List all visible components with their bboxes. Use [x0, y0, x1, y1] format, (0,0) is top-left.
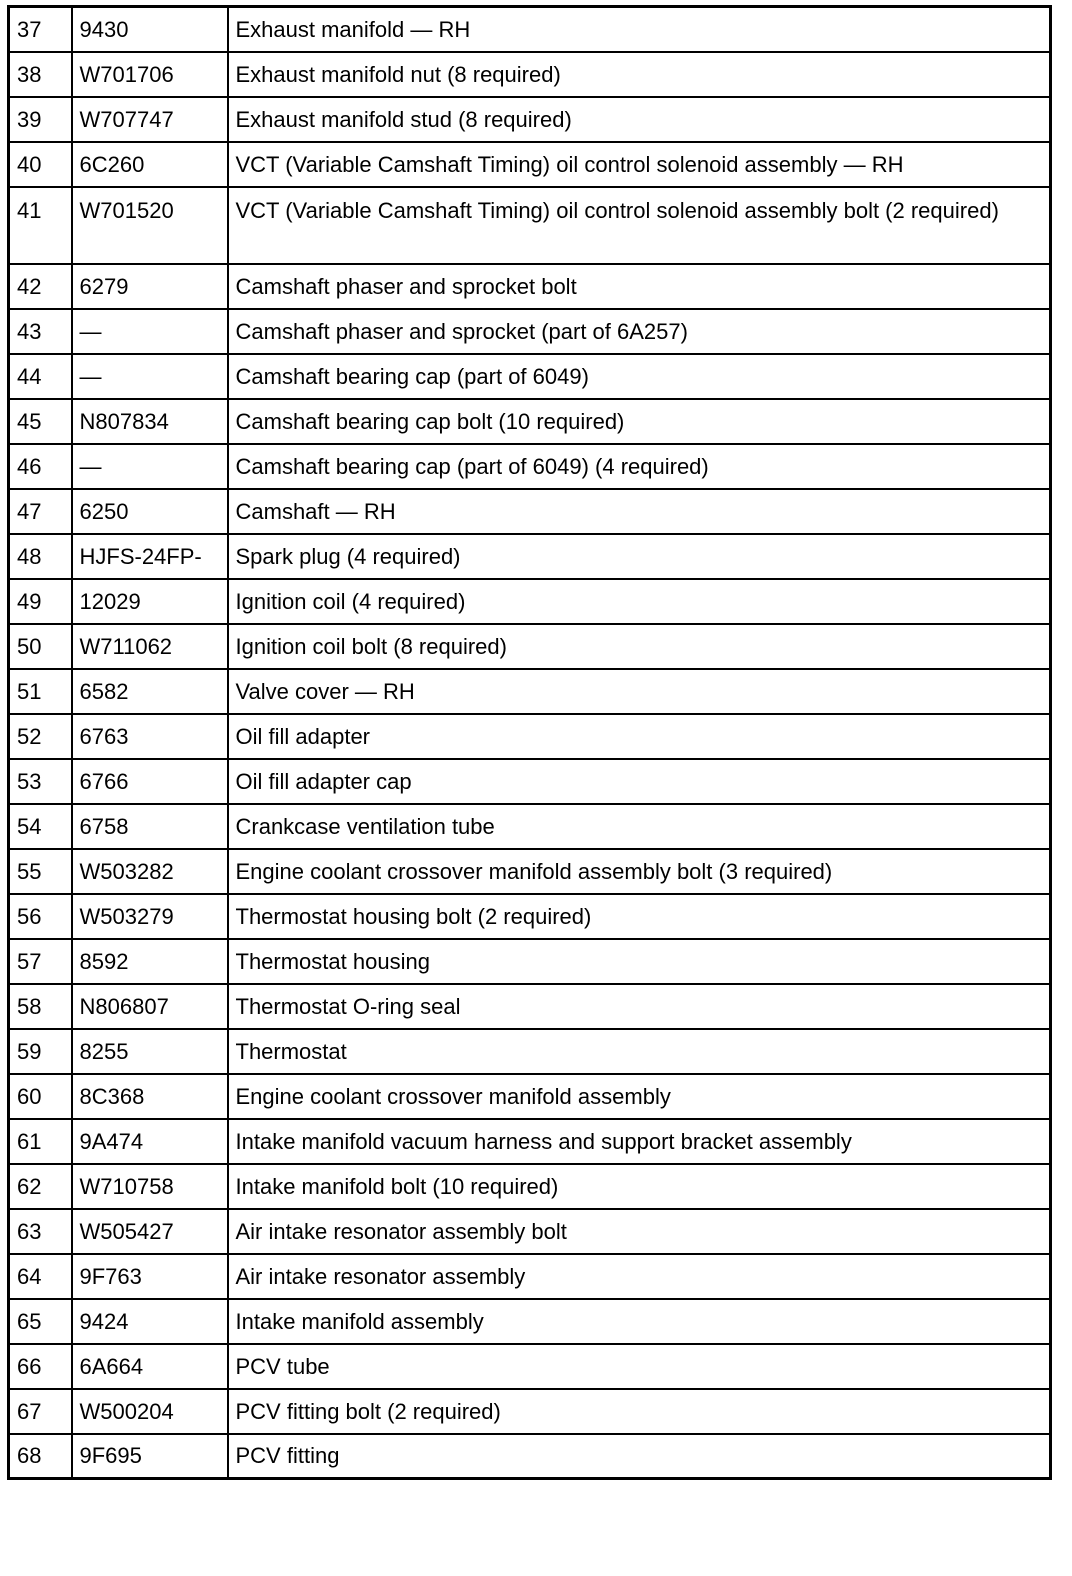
table-row	[9, 489, 1051, 534]
item-number-cell: 63	[9, 1209, 72, 1254]
table-row	[9, 714, 1051, 759]
part-number-cell: 6582	[72, 669, 228, 714]
description-cell: Valve cover — RH	[228, 669, 1051, 714]
item-number-cell: 62	[9, 1164, 72, 1209]
description-cell: PCV fitting bolt (2 required)	[228, 1389, 1051, 1434]
part-number-cell: 8255	[72, 1029, 228, 1074]
item-number-cell: 57	[9, 939, 72, 984]
description-cell: Oil fill adapter cap	[228, 759, 1051, 804]
description-cell: Intake manifold vacuum harness and support bracket assembly	[228, 1119, 1051, 1164]
table-row	[9, 1209, 1051, 1254]
description-cell: Camshaft bearing cap (part of 6049) (4 required)	[228, 444, 1051, 489]
table-row	[9, 1344, 1051, 1389]
item-number-cell: 59	[9, 1029, 72, 1074]
table-row	[9, 669, 1051, 714]
part-number-cell: 6C260	[72, 142, 228, 187]
description-cell: Exhaust manifold — RH	[228, 7, 1051, 52]
table-row	[9, 187, 1051, 264]
part-number-cell: 6279	[72, 264, 228, 309]
part-number-cell: 9F763	[72, 1254, 228, 1299]
description-cell: Exhaust manifold stud (8 required)	[228, 97, 1051, 142]
description-cell: Ignition coil (4 required)	[228, 579, 1051, 624]
part-number-cell: W505427	[72, 1209, 228, 1254]
description-cell: Camshaft phaser and sprocket bolt	[228, 264, 1051, 309]
part-number-cell: —	[72, 444, 228, 489]
part-number-cell: 9424	[72, 1299, 228, 1344]
table-row	[9, 849, 1051, 894]
description-cell: Intake manifold assembly	[228, 1299, 1051, 1344]
item-number-cell: 42	[9, 264, 72, 309]
description-cell: Engine coolant crossover manifold assembly	[228, 1074, 1051, 1119]
table-row	[9, 444, 1051, 489]
table-row	[9, 804, 1051, 849]
item-number-cell: 48	[9, 534, 72, 579]
description-cell: Exhaust manifold nut (8 required)	[228, 52, 1051, 97]
part-number-cell: N807834	[72, 399, 228, 444]
table-row	[9, 309, 1051, 354]
table-row	[9, 1254, 1051, 1299]
description-cell: Spark plug (4 required)	[228, 534, 1051, 579]
item-number-cell: 46	[9, 444, 72, 489]
description-cell: Thermostat O-ring seal	[228, 984, 1051, 1029]
item-number-cell: 51	[9, 669, 72, 714]
item-number-cell: 45	[9, 399, 72, 444]
item-number-cell: 58	[9, 984, 72, 1029]
item-number-cell: 56	[9, 894, 72, 939]
table-row	[9, 939, 1051, 984]
description-cell: Oil fill adapter	[228, 714, 1051, 759]
table-row	[9, 1119, 1051, 1164]
part-number-cell: 6758	[72, 804, 228, 849]
description-cell: Air intake resonator assembly bolt	[228, 1209, 1051, 1254]
table-row	[9, 97, 1051, 142]
parts-table-body	[9, 7, 1051, 1479]
table-row	[9, 534, 1051, 579]
description-cell: VCT (Variable Camshaft Timing) oil control solenoid assembly — RH	[228, 142, 1051, 187]
part-number-cell: W701520	[72, 187, 228, 264]
table-row	[9, 142, 1051, 187]
item-number-cell: 38	[9, 52, 72, 97]
item-number-cell: 43	[9, 309, 72, 354]
table-row	[9, 1029, 1051, 1074]
description-cell: PCV tube	[228, 1344, 1051, 1389]
item-number-cell: 39	[9, 97, 72, 142]
item-number-cell: 37	[9, 7, 72, 52]
item-number-cell: 40	[9, 142, 72, 187]
part-number-cell: 6250	[72, 489, 228, 534]
description-cell: Engine coolant crossover manifold assembly bolt (3 required)	[228, 849, 1051, 894]
part-number-cell: 9A474	[72, 1119, 228, 1164]
table-row	[9, 579, 1051, 624]
item-number-cell: 44	[9, 354, 72, 399]
description-cell: Camshaft — RH	[228, 489, 1051, 534]
description-cell: Camshaft bearing cap bolt (10 required)	[228, 399, 1051, 444]
table-row	[9, 399, 1051, 444]
parts-table	[7, 5, 1052, 1480]
description-cell: Air intake resonator assembly	[228, 1254, 1051, 1299]
description-cell: PCV fitting	[228, 1434, 1051, 1479]
item-number-cell: 61	[9, 1119, 72, 1164]
table-row	[9, 1299, 1051, 1344]
item-number-cell: 41	[9, 187, 72, 264]
part-number-cell: W503279	[72, 894, 228, 939]
part-number-cell: W701706	[72, 52, 228, 97]
table-row	[9, 1434, 1051, 1479]
item-number-cell: 64	[9, 1254, 72, 1299]
item-number-cell: 68	[9, 1434, 72, 1479]
part-number-cell: 6766	[72, 759, 228, 804]
part-number-cell: W711062	[72, 624, 228, 669]
description-cell: Thermostat housing	[228, 939, 1051, 984]
description-cell: Intake manifold bolt (10 required)	[228, 1164, 1051, 1209]
table-row	[9, 52, 1051, 97]
table-row	[9, 264, 1051, 309]
table-row	[9, 7, 1051, 52]
table-row	[9, 894, 1051, 939]
table-row	[9, 354, 1051, 399]
item-number-cell: 47	[9, 489, 72, 534]
table-row	[9, 759, 1051, 804]
part-number-cell: 6763	[72, 714, 228, 759]
table-row	[9, 624, 1051, 669]
part-number-cell: 9F695	[72, 1434, 228, 1479]
table-row	[9, 1164, 1051, 1209]
item-number-cell: 50	[9, 624, 72, 669]
table-row	[9, 1389, 1051, 1434]
part-number-cell: —	[72, 309, 228, 354]
item-number-cell: 66	[9, 1344, 72, 1389]
part-number-cell: W710758	[72, 1164, 228, 1209]
part-number-cell: N806807	[72, 984, 228, 1029]
item-number-cell: 49	[9, 579, 72, 624]
item-number-cell: 60	[9, 1074, 72, 1119]
item-number-cell: 55	[9, 849, 72, 894]
item-number-cell: 67	[9, 1389, 72, 1434]
part-number-cell: W707747	[72, 97, 228, 142]
part-number-cell: 8C368	[72, 1074, 228, 1119]
description-cell: Thermostat	[228, 1029, 1051, 1074]
item-number-cell: 65	[9, 1299, 72, 1344]
part-number-cell: 9430	[72, 7, 228, 52]
part-number-cell: —	[72, 354, 228, 399]
part-number-cell: W500204	[72, 1389, 228, 1434]
table-row	[9, 1074, 1051, 1119]
item-number-cell: 52	[9, 714, 72, 759]
part-number-cell: 8592	[72, 939, 228, 984]
item-number-cell: 54	[9, 804, 72, 849]
part-number-cell: 6A664	[72, 1344, 228, 1389]
description-cell: Camshaft bearing cap (part of 6049)	[228, 354, 1051, 399]
description-cell: Crankcase ventilation tube	[228, 804, 1051, 849]
table-row	[9, 984, 1051, 1029]
description-cell: Ignition coil bolt (8 required)	[228, 624, 1051, 669]
part-number-cell: HJFS-24FP-	[72, 534, 228, 579]
part-number-cell: W503282	[72, 849, 228, 894]
part-number-cell: 12029	[72, 579, 228, 624]
item-number-cell: 53	[9, 759, 72, 804]
description-cell: VCT (Variable Camshaft Timing) oil control solenoid assembly bolt (2 required)	[228, 187, 1051, 264]
description-cell: Thermostat housing bolt (2 required)	[228, 894, 1051, 939]
description-cell: Camshaft phaser and sprocket (part of 6A257)	[228, 309, 1051, 354]
